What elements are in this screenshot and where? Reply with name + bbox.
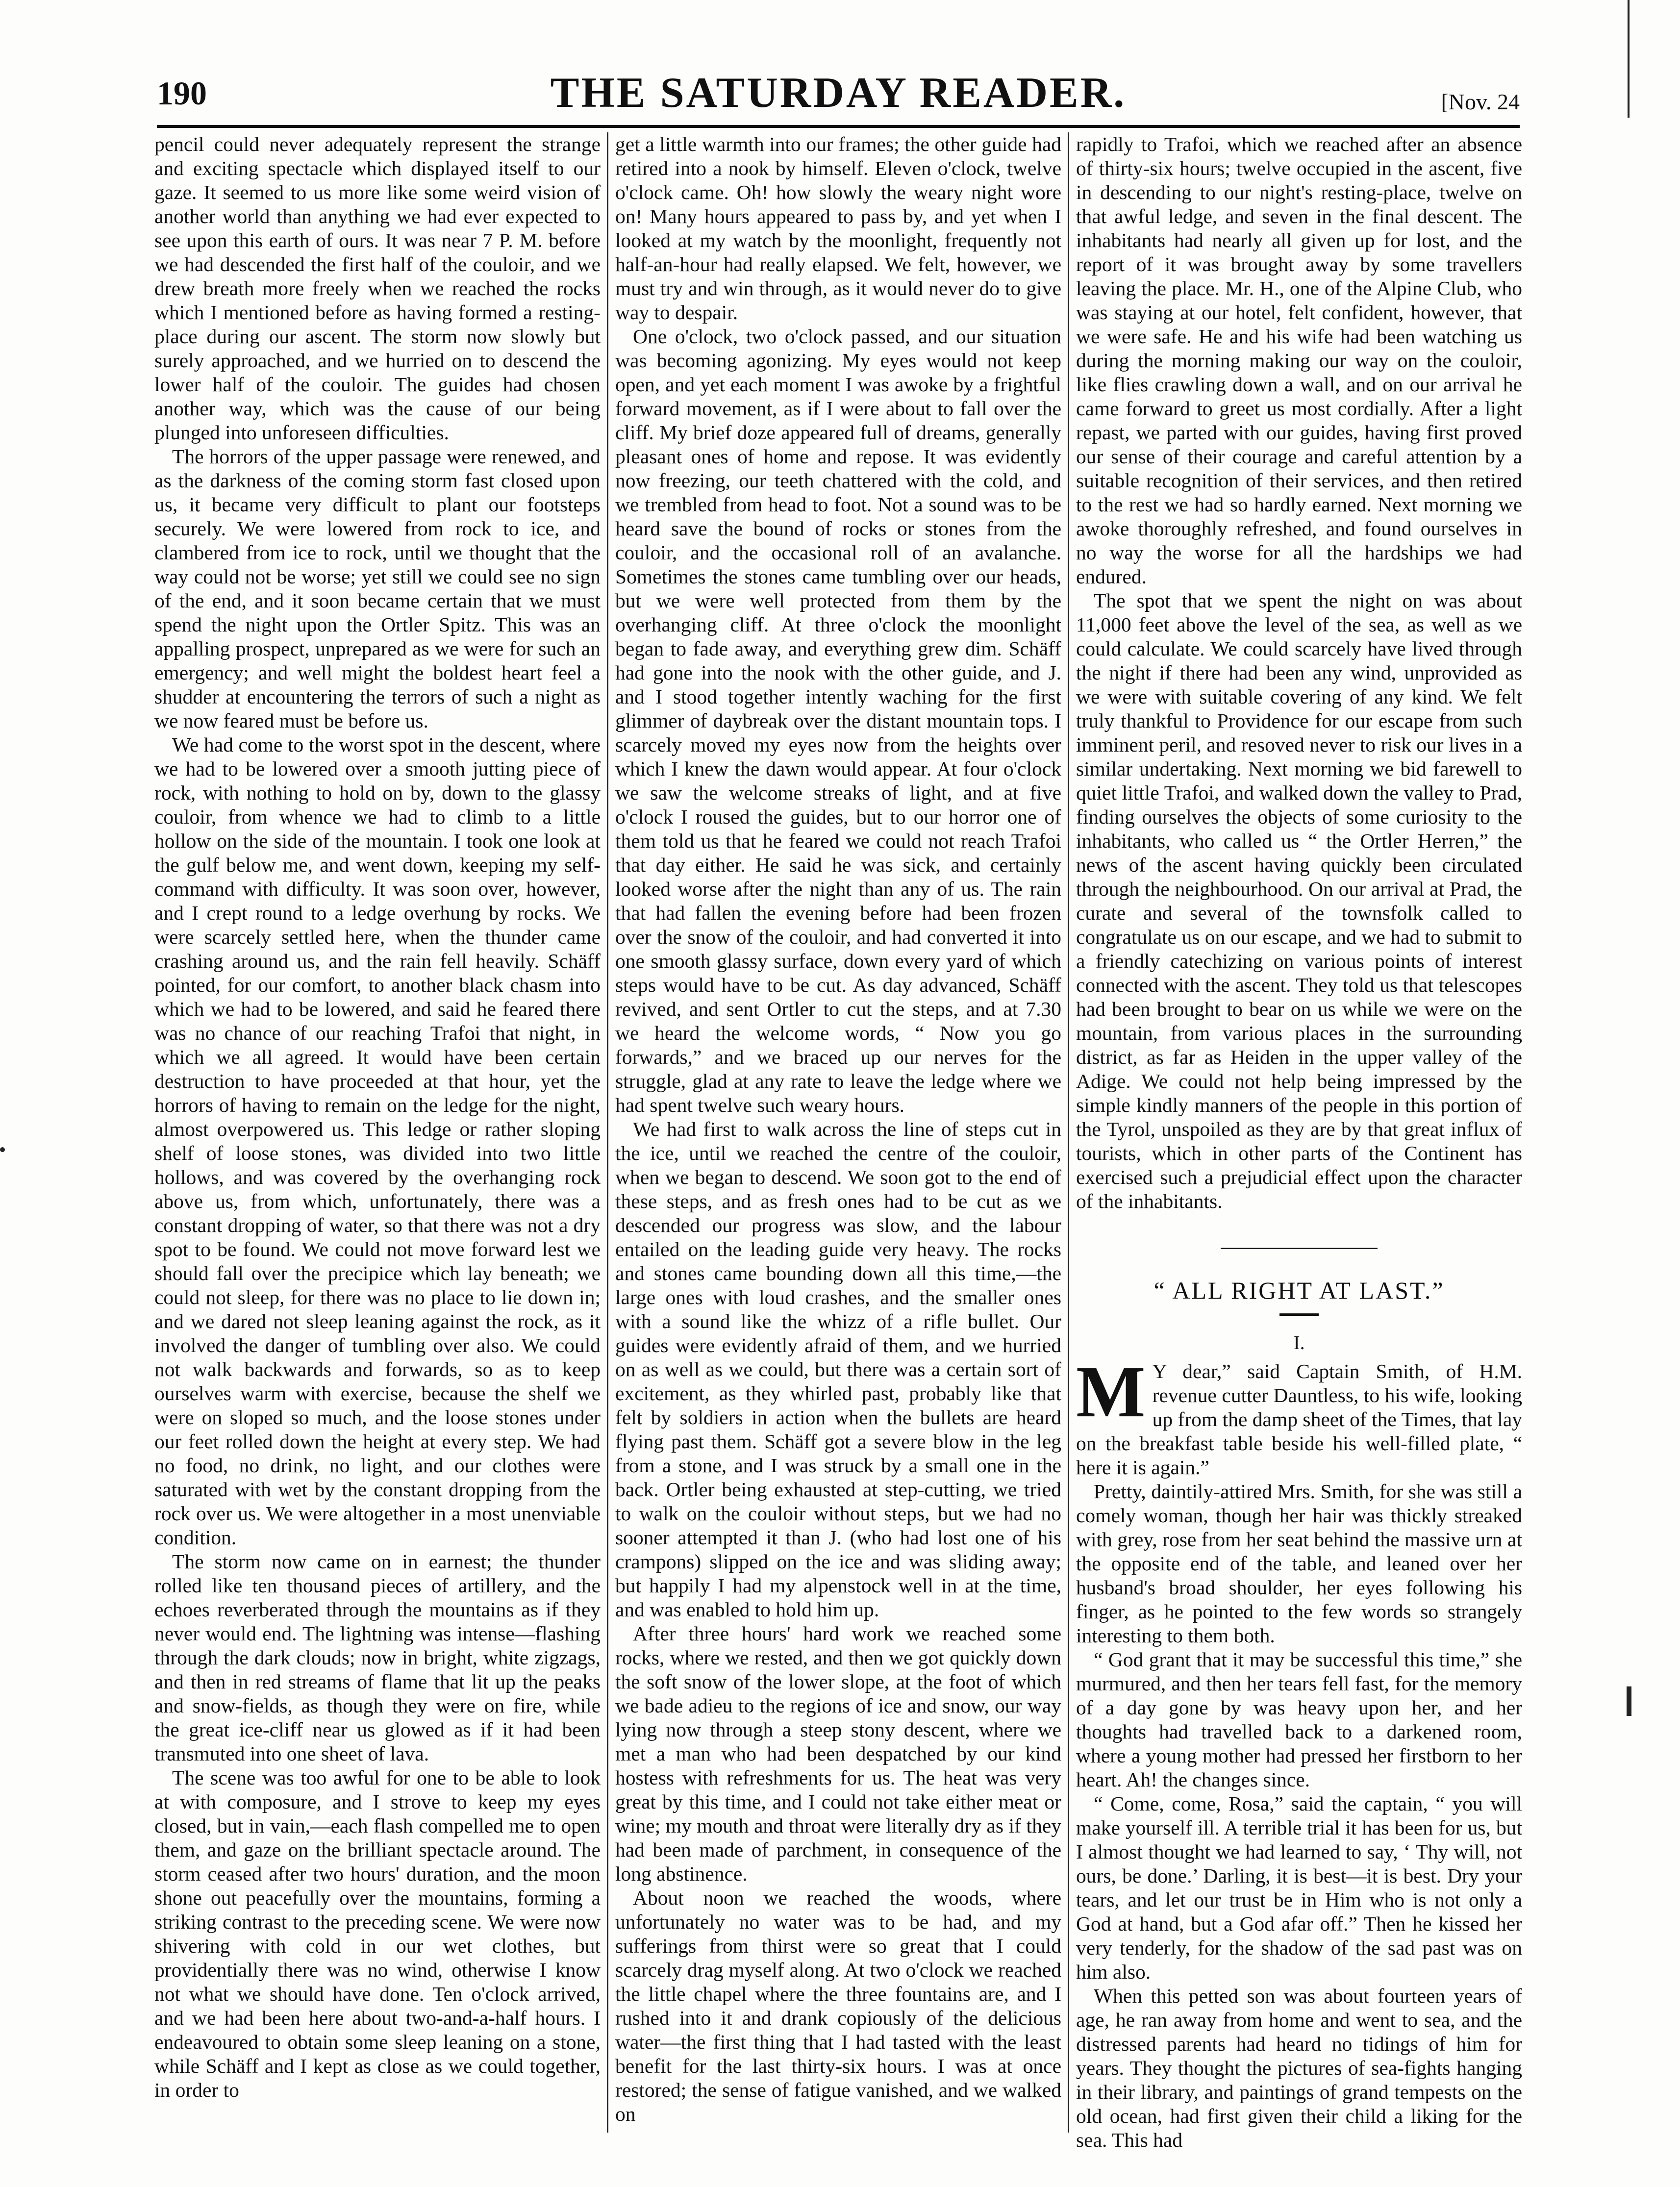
column-divider bbox=[1068, 132, 1069, 2133]
column-2 bbox=[615, 132, 1061, 2133]
paragraph: After three hours' hard work we reached some rocks, where we rested, and then we got quickly down the soft snow of the lower slope, at the foot of which we bade adieu to the regions of ice and snow, our way lying now through a steep stony descent, where we met a man who had been despatched by our kind hostess with refreshments for us. The heat was very great by this time, and I could not take either meat or wine; my mouth and throat were literally dry as if they had been made of parchment, in consequence of the long abstinence. bbox=[615, 1622, 1061, 1885]
column-1 bbox=[154, 132, 601, 2133]
column-3 bbox=[1076, 132, 1522, 2151]
issue-date: [Nov. 24 bbox=[1441, 89, 1520, 114]
section-number: I. bbox=[1293, 1332, 1305, 1354]
page-edge-mark bbox=[1627, 1686, 1631, 1716]
paper-title: THE SATURDAY READER. bbox=[550, 69, 1127, 117]
paragraph: rapidly to Trafoi, which we reached after an absence of thirty-six hours; twelve occupied in the ascent, five in descending to our night's resting-place, twelve on that awful ledge, and seven in the final descent. The inhabitants had nearly all given up for lost, and the report of it was brought away by some travellers leaving the place. Mr. H., one of the Alpine Club, who was staying at our hotel, felt confident, however, that we were safe. He and his wife had been watching us during the morning making our way on the couloir, like flies crawling down a wall, and on our arrival he came forward to greet us most cordially. After a light repast, we parted with our guides, having first proved our sense of their courage and careful attention by a suitable recognition of their services, and then retired to the rest we had so hardly earned. Next morning we awoke thoroughly refreshed, and found ourselves in no way the worse for all the hardships we had endured. bbox=[1076, 133, 1522, 588]
paragraph: Pretty, daintily-attired Mrs. Smith, for she was still a comely woman, though her hair was thickly streaked with grey, rose from her seat behind the massive urn at the opposite end of the table, and leaned over her husband's broad shoulder, her eyes following his finger, as he pointed to the few words so strangely interesting to them both. bbox=[1076, 1480, 1522, 1647]
opening-text: Y dear,” said Captain Smith, of H.M. revenue cutter Dauntless, to his wife, looking up from the damp sheet of the Times, that lay on the breakfast table beside his well-filled plate, “ here it is again.” bbox=[1076, 1360, 1522, 1479]
paragraph: We had come to the worst spot in the descent, where we had to be lowered over a smooth jutting piece of rock, with nothing to hold on by, down to the glassy couloir, from whence we had to climb to a little hollow on the side of the mountain. I took one look at the gulf below me, and went down, keeping my self-command with difficulty. It was soon over, however, and I crept round to a ledge overhung by rocks. We were scarcely settled here, when the thunder came crashing around us, and the rain fell heavily. Schäff pointed, for our comfort, to another black chasm into which we had to be lowered, and said he feared there was no chance of our reaching Trafoi that night, in which we all agreed. It would have been certain destruction to have proceeded at that hour, yet the horrors of having to remain on the ledge for the night, almost overpowered us. This ledge or rather sloping shelf of loose stones, was divided into two little hollows, and was covered by the overhanging rock above us, from which, unfortunately, there was a constant dropping of water, so that there was not a dry spot to be found. We could not move forward lest we should fall over the precipice which lay beneath; we could not sleep, for there was no place to lie down in; and we dared not sleep leaning against the rock, as it involved the danger of tumbling over also. We could not walk backwards and forwards, so as to keep ourselves warm with exercise, because the shelf we were on sloped so much, and the loose stones under our feet rolled down the height at every step. We had no food, no drink, no light, and our clothes were saturated with wet by the constant dropping from the rock over us. We were altogether in a most unenviable condition. bbox=[154, 733, 601, 1549]
page-number: 190 bbox=[157, 75, 207, 112]
masthead bbox=[157, 69, 1520, 123]
paragraph: About noon we reached the woods, where unfortunately no water was to be had, and my sufferings from thirst were so great that I could scarcely drag myself along. At two o'clock we reached the little chapel where the three fountains are, and I rushed into it and drank copiously of the delicious water—the first thing that I had tasted with the least benefit for the last thirty-six hours. I was at once restored; the sense of fatigue vanished, and we walked on bbox=[615, 1886, 1061, 2125]
column-divider bbox=[607, 132, 608, 2133]
title-underline bbox=[1279, 1313, 1319, 1316]
paragraph: The storm now came on in earnest; the thunder rolled like ten thousand pieces of artillery, and the echoes reverberated through the mountains as if they never would end. The lightning was intense—flashing through the dark clouds; now in bright, white zigzags, and then in red streams of flame that lit up the peaks and snow-fields, as though they were on fire, while the great ice-cliff near us glowed as if it had been transmuted into one sheet of lava. bbox=[154, 1550, 601, 1765]
paragraph: “ God grant that it may be successful this time,” she murmured, and then her tears fell fast, for the memory of a day gone by was heavy upon her, and her thoughts had travelled back to a darkened room, where a young mother had pressed her firstborn to her heart. Ah! the changes since. bbox=[1076, 1648, 1522, 1791]
paragraph: We had first to walk across the line of steps cut in the ice, until we reached the centre of the couloir, when we began to descend. We soon got to the end of these steps, and as fresh ones had to be cut as we descended our progress was slow, and the labour entailed on the leading guide very heavy. The rocks and stones came bounding down all this time,—the large ones with loud crashes, and the smaller ones with a sound like the whizz of a rifle bullet. Our guides were evidently afraid of them, and we hurried on as well as we could, but there was a certain sort of excitement, as they whirled past, probably like that felt by soldiers in action when the bullets are heard flying past them. Schäff got a severe blow in the leg from a stone, and I was struck by a small one in the back. Ortler being exhausted at step-cutting, we tried to walk on the couloir without steps, but we had no sooner attempted it than J. (who had lost one of his crampons) slipped on the ice and was sliding away; but happily I had my alpenstock well in at the time, and was enabled to hold him up. bbox=[615, 1118, 1061, 1621]
paragraph: The horrors of the upper passage were renewed, and as the darkness of the coming storm fast closed upon us, it became very difficult to plant our footsteps securely. We were lowered from rock to ice, and clambered from ice to rock, until we thought that the way could not be worse; yet still we could see no sign of the end, and it soon became certain that we must spend the night upon the Ortler Spitz. This was an appalling prospect, unprepared as we were for such an emergency; and well might the boldest heart feel a shudder at encountering the terrors of such a night as we now feared must be before us. bbox=[154, 445, 601, 732]
paragraph: One o'clock, two o'clock passed, and our situation was becoming agonizing. My eyes would not keep open, and yet each moment I was awoke by a frightful forward movement, as if I were about to fall over the cliff. My brief doze appeared full of dreams, generally pleasant ones of home and repose. It was evidently now freezing, our teeth chattered with the cold, and we trembled from head to foot. Not a sound was to be heard save the bound of rocks or stones from the couloir, and the occasional roll of an avalanche. Sometimes the stones came tumbling over our heads, but we were well protected from them by the overhanging cliff. At three o'clock the moonlight began to fade away, and everything grew dim. Schäff had gone into the nook with the other guide, and J. and I stood together intently waching for the first glimmer of daybreak over the distant mountain tops. I scarcely moved my eyes now from the heights over which I knew the dawn would appear. At four o'clock we saw the welcome streaks of light, and at five o'clock I roused the guides, but to our horror one of them told us that he feared we could not reach Trafoi that day either. He said he was sick, and certainly looked worse after the night than any of us. The rain that had fallen the evening before had been frozen over the snow of the couloir, and had converted it into one smooth glassy surface, down every yard of which steps would have to be cut. As day advanced, Schäff revived, and sent Ortler to cut the steps, and at 7.30 we heard the welcome words, “ Now you go forwards,” and we braced up our nerves for the struggle, glad at any rate to leave the ledge where we had spent twelve such weary hours. bbox=[615, 325, 1061, 1116]
page-edge-mark bbox=[0, 1147, 5, 1152]
page-edge-mark bbox=[1628, 0, 1630, 118]
masthead-rule bbox=[157, 125, 1520, 128]
paragraph: “ Come, come, Rosa,” said the captain, “ you will make yourself ill. A terrible trial it has been for us, but I almost thought we had learned to say, ‘ Thy will, not ours, be done.’ Darling, it is best—it is best. Dry your tears, and let our trust be in Him who is not only a God at hand, but a God afar off.” Then he kissed her very tenderly, for the shadow of the sad past was on him also. bbox=[1076, 1792, 1522, 1983]
paragraph: When this petted son was about fourteen years of age, he ran away from home and went to sea, and the distressed parents had heard no tidings of him for years. They thought the pictures of sea-fights hanging in their library, and paintings of grand tempests on the old ocean, had first given their child a liking for the sea. This had bbox=[1076, 1985, 1522, 2151]
paragraph: The scene was too awful for one to be able to look at with composure, and I strove to keep my eyes closed, but in vain,—each flash compelled me to open them, and gaze on the brilliant spectacle around. The storm ceased after two hours' duration, and the moon shone out peacefully over the mountains, forming a striking contrast to the preceding scene. We were now shivering with cold in our wet clothes, but providentially there was no wind, otherwise I know not what we should have done. Ten o'clock arrived, and we had been here about two-and-a-half hours. I endeavoured to obtain some sleep leaning on a stone, while Schäff and I kept as close as we could together, in order to bbox=[154, 1766, 601, 2101]
story-separator-rule bbox=[1221, 1248, 1378, 1249]
paragraph: The spot that we spent the night on was about 11,000 feet above the level of the sea, as well as we could calculate. We could scarcely have lived through the night if there had been any wind, unprovided as we were with suitable covering of any kind. We felt truly thankful to Providence for our escape from such imminent peril, and resoved never to risk our lives in a similar undertaking. Next morning we bid farewell to quiet little Trafoi, and walked down the valley to Prad, finding ourselves the objects of some curiosity to the inhabitants, who called us “ the Ortler Herren,” the news of the ascent having quickly been circulated through the neighbourhood. On our arrival at Prad, the curate and several of the townsfolk called to congratulate us on our escape, and we had to submit to a friendly catechizing on various points of interest connected with the ascent. They told us that telescopes had been brought to bear on us while we were on the mountain, from various places in the surrounding district, as far as Heiden in the upper valley of the Adige. We could not help being impressed by the simple kindly manners of the people in this portion of the Tyrol, unspoiled as they are by that great influx of tourists, which in other parts of the Continent has exercised such a prejudicial effect upon the character of the inhabitants. bbox=[1076, 589, 1522, 1212]
story-title: “ ALL RIGHT AT LAST.” bbox=[1153, 1277, 1445, 1304]
story-opening-paragraph bbox=[1076, 1351, 1522, 1480]
paragraph: get a little warmth into our frames; the other guide had retired into a nook by himself. Eleven o'clock, twelve o'clock came. Oh! how slowly the weary night wore on! Many hours appeared to pass by, and yet when I looked at my watch by the moonlight, frequently not half-an-hour had really elapsed. We felt, however, we must try and win through, as it would never do to give way to despair. bbox=[615, 133, 1061, 324]
drop-cap: M bbox=[1076, 1351, 1146, 1433]
paragraph: pencil could never adequately represent the strange and exciting spectacle which displayed itself to our gaze. It seemed to us more like some weird vision of another world than anything we had ever expected to see upon this earth of ours. It was near 7 P. M. before we had descended the first half of the couloir, and we drew breath more freely when we reached the rocks which I mentioned before as having formed a resting-place during our ascent. The storm now slowly but surely approached, and we hurried on to descend the lower half of the couloir. The guides had chosen another way, which was the cause of our being plunged into unforeseen difficulties. bbox=[154, 133, 601, 444]
